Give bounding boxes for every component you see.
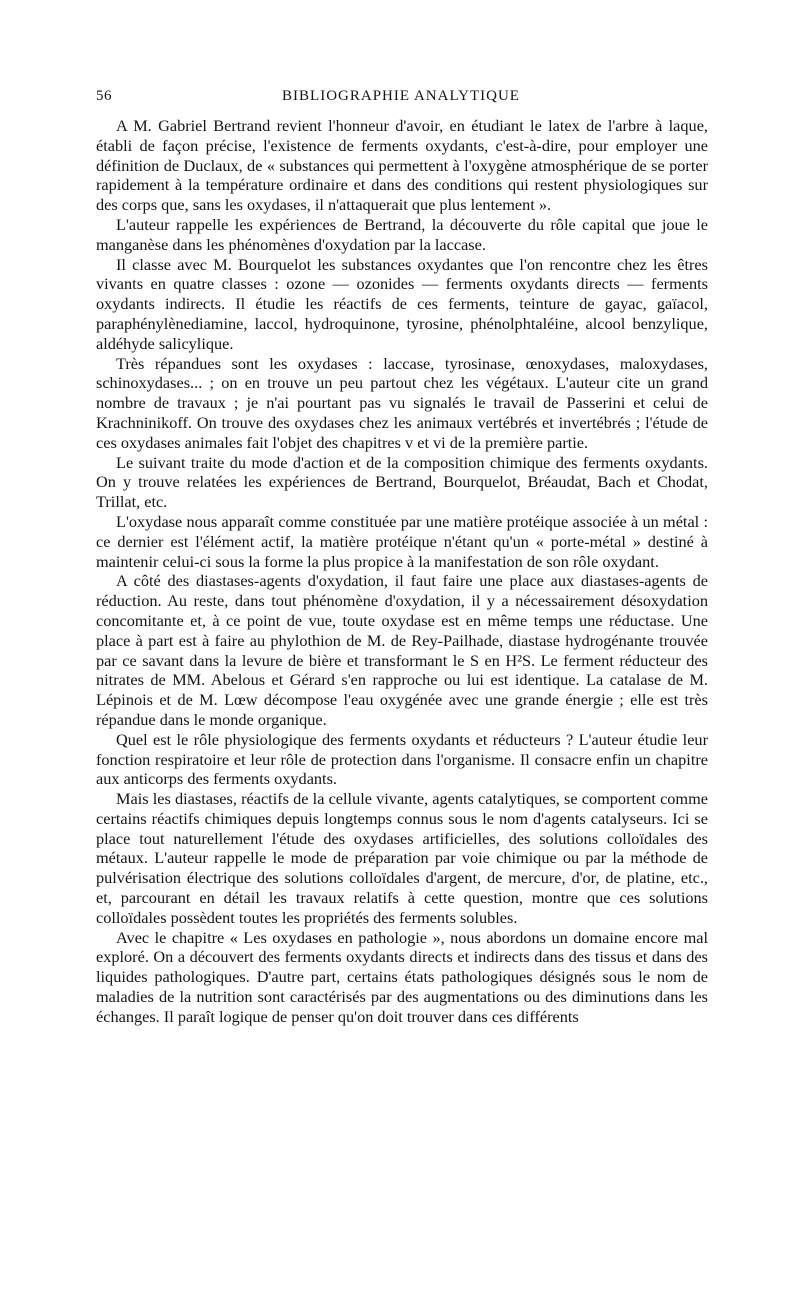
paragraph: L'oxydase nous apparaît comme constituée par une matière protéique associée à un métal : ce dernier est l'élément actif, la matière protéique n'étant qu'un « porte-métal » destiné à maintenir celui-ci sous la forme la plus propice à la manifestation de son rôle oxydant.	[96, 511, 708, 571]
running-title: BIBLIOGRAPHIE ANALYTIQUE	[282, 88, 520, 104]
paragraph: Avec le chapitre « Les oxydases en pathologie », nous abordons un domaine encore mal exploré. On a découvert des ferments oxydants directs et indirects dans des tissus et dans des liquides pathologiques. D'autre part, certains états pathologiques désignés sous le nom de maladies de la nutrition sont caractérisés par des augmentations ou des diminutions dans les échanges. Il paraît logique de penser qu'on doit trouver dans ces différents	[96, 927, 708, 1026]
paragraph: Il classe avec M. Bourquelot les substances oxydantes que l'on rencontre chez les êtres vivants en quatre classes : ozone — ozonides — ferments oxydants directs — ferments oxydants indirects. Il étudie les réactifs de ces ferments, teinture de gayac, gaïacol, paraphénylènediamine, laccol, hydroquinone, tyrosine, phénolphtaléine, alcool benzylique, aldéhyde salicylique.	[96, 254, 708, 353]
page-number: 56	[96, 88, 112, 104]
paragraph: Le suivant traite du mode d'action et de la composition chimique des ferments oxydants. On y trouve relatées les expériences de Bertrand, Bourquelot, Bréaudat, Bach et Chodat, Trillat, etc.	[96, 452, 708, 512]
paragraph: Très répandues sont les oxydases : laccase, tyrosinase, œnoxydases, maloxydases, schinoxydases... ; on en trouve un peu partout chez les végétaux. L'auteur cite un grand nombre de travaux ; je n'ai pourtant pas vu signalés le travail de Passerini et celui de Krachninikoff. On trouve des oxydases chez les animaux vertébrés et invertébrés ; l'étude de ces oxydases animales fait l'objet des chapitres v et vi de la première partie.	[96, 353, 708, 452]
paragraph: L'auteur rappelle les expériences de Bertrand, la découverte du rôle capital que joue le manganèse dans les phénomènes d'oxydation par la laccase.	[96, 214, 708, 254]
paragraph: A M. Gabriel Bertrand revient l'honneur d'avoir, en étudiant le latex de l'arbre à laque, établi de façon précise, l'existence de ferments oxydants, c'est-à-dire, pour employer une définition de Duclaux, de « substances qui permettent à l'oxygène atmosphérique de se porter rapidement à la température ordinaire et dans des conditions qui restent physiologiques sur des corps que, sans les oxydases, il n'attaquerait que plus lentement ».	[96, 116, 708, 215]
body-text	[96, 116, 708, 1027]
paragraph: Mais les diastases, réactifs de la cellule vivante, agents catalytiques, se comportent comme certains réactifs chimiques depuis longtemps connus sous le nom d'agents catalyseurs. Ici se place tout naturellement l'étude des oxydases artificielles, des solutions colloïdales des métaux. L'auteur rappelle le mode de préparation par voie chimique ou par la méthode de pulvérisation électrique des solutions colloïdales d'argent, de mercure, d'or, de platine, etc., et, parcourant en détail les travaux relatifs à cette question, montre que ces solutions colloïdales possèdent toutes les propriétés des ferments solubles.	[96, 789, 708, 927]
paragraph: A côté des diastases-agents d'oxydation, il faut faire une place aux diastases-agents de réduction. Au reste, dans tout phénomène d'oxydation, il y a nécessairement désoxydation concomitante et, à ce point de vue, toute oxydase est en même temps une réductase. Une place à part est à faire au phylothion de M. de Rey-Pailhade, diastase hydrogénante trouvée par ce savant dans la levure de bière et transformant le S en H²S. Le ferment réducteur des nitrates de MM. Abelous et Gérard s'en rapproche ou lui est identique. La catalase de M. Lépinois et de M. Lœw décompose l'eau oxygénée avec une grande énergie ; elle est très répandue dans le monde organique.	[96, 571, 708, 729]
paragraph: Quel est le rôle physiologique des ferments oxydants et réducteurs ? L'auteur étudie leur fonction respiratoire et leur rôle de protection dans l'organisme. Il consacre enfin un chapitre aux anticorps des ferments oxydants.	[96, 729, 708, 789]
page-header	[96, 88, 706, 110]
